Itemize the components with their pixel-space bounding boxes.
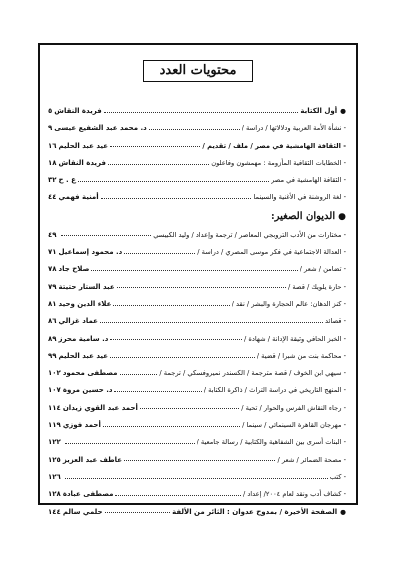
dot-leader (61, 234, 152, 236)
entry-title: - الثقافة الهامشية في مصر / ملف / تقديم / (202, 141, 346, 150)
dot-leader (114, 390, 201, 392)
entry-page-number: ١٢٢ (48, 438, 61, 447)
entry-title: - العدالة الاجتماعية في فكر موسى المصري / دراسة / (197, 248, 346, 257)
section-title: الديوان الصغير: (270, 211, 336, 223)
entry-page-number: ٥ (48, 107, 53, 115)
entry-title: - محاكمة بنت من شبرا / قضية / (256, 351, 346, 360)
entry-title: - لغة الروشنة في الأغنية والسينما (253, 193, 346, 202)
entry-page-number: ٧١ (48, 248, 57, 257)
bullet-icon: ● (340, 107, 346, 115)
contents-entry (48, 331, 346, 348)
entry-author: عيد عبد الحليم (58, 141, 109, 150)
entry-title: - مهرجان القاهرة السينمائي / سينما / (242, 421, 346, 430)
title-box (40, 43, 356, 83)
dot-leader (105, 511, 171, 513)
entry-page-number: ٨٦ (48, 317, 57, 326)
entry-title: أول الكتابة (300, 107, 338, 115)
dot-leader (104, 111, 299, 113)
entry-page-number: ١٢٨ (48, 490, 61, 499)
contents-entry (48, 417, 346, 434)
dot-leader (124, 252, 195, 254)
entry-title: الصفحة الأخيرة / بمدوح عدوان : الثائر من الألفة (172, 507, 338, 516)
entry-author: فريدة النقاش (54, 107, 102, 115)
contents-entry (48, 227, 346, 244)
dot-leader (110, 356, 255, 358)
dot-leader (100, 321, 323, 323)
contents-entry (48, 261, 346, 278)
entry-title: - حارة يلويك / قصة / (287, 282, 346, 291)
dot-leader (113, 304, 229, 306)
entry-title: - نشأة الأمة العربية ودلالاتها / دراسة / (241, 124, 346, 133)
contents-entry (48, 348, 346, 365)
dot-leader (91, 269, 297, 271)
dot-leader (101, 197, 252, 199)
entry-title: - البنات أسرى بين الشفاهية والكتابية / رسالة جامعية / (196, 438, 346, 447)
dot-leader (149, 128, 240, 130)
entry-author: عيد عبد الحليم (58, 351, 109, 360)
entry-page-number: ٧٨ (48, 265, 57, 274)
contents-entry (48, 504, 346, 521)
entry-author: علاء الدين وحيد (58, 299, 112, 308)
contents-entry (48, 313, 346, 330)
entry-title: - المنهج التاريخي في دراسة التراث / ذاكرة الكتابة / (203, 386, 346, 395)
dot-leader (65, 442, 195, 444)
entry-author: عاطف عبد العزيز (62, 455, 123, 464)
entry-title: - الخبز الحافي وثيقة الإدانة / شهادة / (244, 334, 346, 343)
contents-entry (48, 469, 346, 486)
dot-leader (117, 286, 286, 288)
entry-page-number: ١٦ (48, 141, 57, 150)
entry-page-number: ١٨ (48, 158, 57, 167)
dot-leader (124, 459, 275, 461)
entry-title: - تضامن / شعر / (299, 265, 346, 274)
contents-entry (48, 434, 346, 451)
dot-leader (140, 407, 239, 409)
contents-entry (48, 296, 346, 313)
entry-page-number: ٧٩ (48, 282, 57, 291)
dot-leader (110, 145, 200, 147)
entry-page-number: ٩٩ (48, 351, 57, 360)
entry-title: - رجاء النقاش الفرس والحوار / تحية / (241, 403, 346, 412)
contents-entry (48, 279, 346, 296)
entry-title: - مختارات من الأدب التروبجي المعاصر / ترجمة وإعداد / وليد الكبيسي (153, 230, 346, 239)
entry-page-number: ٨١ (48, 299, 57, 308)
entry-page-number: ١٢٥ (48, 455, 61, 464)
entry-page-number: ١٤٤ (48, 507, 61, 516)
entry-page-number: ٨٩ (48, 334, 57, 343)
dot-leader (65, 477, 328, 479)
entry-title: - سيهي ابن الخوف / قصة مترجمة / الكسندر نميروفسكي / ترجمة / (159, 369, 346, 378)
contents-entry (48, 120, 346, 137)
entry-author: د. حسين مروة (62, 386, 113, 395)
contents-entry (48, 244, 346, 261)
contents-entry (48, 452, 346, 469)
entry-title: - مصحة الضمائر / شعر / (277, 455, 346, 464)
entry-title: - قصائد (325, 317, 346, 326)
dot-leader (115, 494, 241, 496)
entry-title: - كتب (329, 472, 346, 481)
entry-title: - كشاف أدب ونقد لعام ٢٠٠٤/ إعداد / (242, 490, 346, 499)
contents-list (48, 103, 346, 521)
entry-author: مصطفى عبادة (62, 490, 114, 499)
bullet-icon: ● (340, 507, 346, 516)
contents-entry (48, 189, 346, 206)
contents-entry (48, 172, 346, 189)
entry-author: أحمد عبد القوي زيدان (62, 403, 138, 412)
contents-entry (48, 365, 346, 382)
entry-author: عماد غزالي (58, 317, 98, 326)
entry-author: حلمي سالم (62, 507, 103, 516)
dot-leader (110, 338, 242, 340)
section-heading (48, 207, 346, 227)
entry-author: د. سامية محرز (58, 334, 109, 343)
dot-leader (108, 163, 209, 165)
entry-author: د. محمد عبد الشفيع عيسى (54, 124, 147, 133)
contents-entry (48, 400, 346, 417)
entry-page-number: ١١٩ (48, 421, 61, 430)
dot-leader (103, 425, 240, 427)
page-title: محتويات العدد (143, 60, 254, 82)
entry-title: - الثقافة الهامشية في مصر (270, 176, 346, 185)
entry-title: - كنز الدهان: عالم الحجارة والبشر / نقد / (231, 299, 346, 308)
contents-entry (48, 138, 346, 155)
entry-author: أحمد فوزي (62, 421, 101, 430)
dot-leader (78, 180, 269, 182)
contents-entry (48, 486, 346, 503)
entry-author: صلاح جاد (58, 265, 90, 274)
entry-author: عبد الستار حتيتة (58, 282, 115, 291)
contents-entry (48, 103, 346, 120)
entry-author: فريدة النقاش (58, 158, 106, 167)
entry-page-number: ١٠٧ (48, 386, 61, 395)
entry-author: مصطفى محمود (62, 369, 118, 378)
bullet-icon: ● (338, 211, 346, 222)
entry-page-number: ١١٤ (48, 403, 61, 412)
entry-author: أمنية فهمي (58, 193, 99, 202)
contents-frame (38, 43, 358, 516)
entry-page-number: ١٢٦ (48, 472, 61, 481)
entry-title: - الخطابات الثقافية المأزومة : مهمشون وفاعلون (211, 158, 346, 167)
contents-entry (48, 382, 346, 399)
entry-page-number: ٩ (48, 124, 53, 133)
entry-page-number: ٤٩ (48, 230, 57, 239)
entry-page-number: ١٠٢ (48, 369, 61, 378)
entry-author: د. محمود إسماعيل (58, 248, 123, 257)
dot-leader (120, 373, 158, 375)
entry-page-number: ٣٢ (48, 176, 57, 185)
contents-entry (48, 155, 346, 172)
entry-author: ع . ح (58, 176, 76, 185)
entry-page-number: ٤٤ (48, 193, 57, 202)
